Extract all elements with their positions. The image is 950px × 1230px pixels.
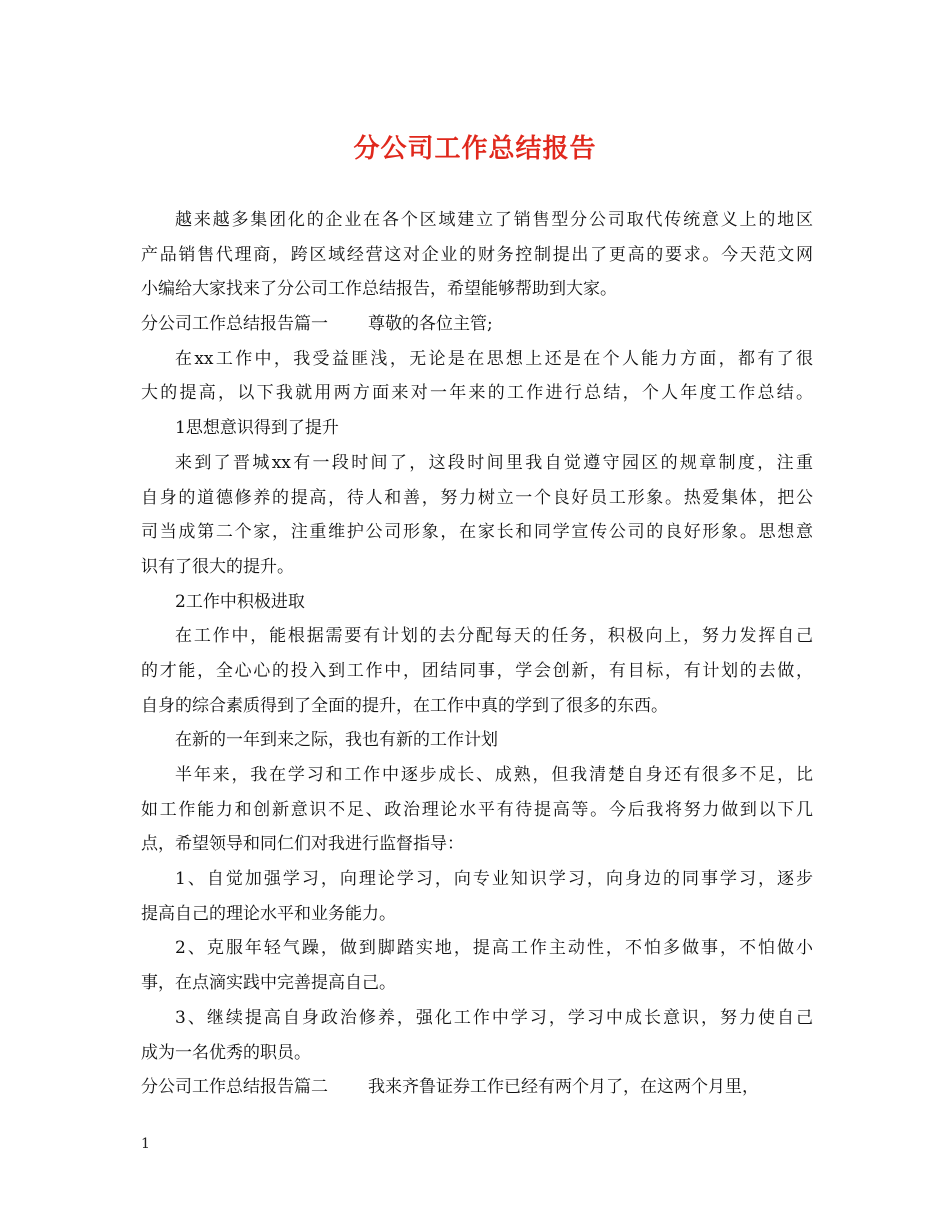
page-number: 1 <box>141 1136 150 1152</box>
paragraph-line: 在新的一年到来之际，我也有新的工作计划 <box>175 730 498 751</box>
paragraph-line: 小编给大家找来了分公司工作总结报告，希望能够帮助到大家。 <box>141 279 617 300</box>
section-heading-line <box>141 307 813 342</box>
section-heading-line <box>141 1070 813 1105</box>
paragraph-line: 产品销售代理商，跨区域经营这对企业的财务控制提出了更高的要求。今天范文网 <box>141 244 813 265</box>
paragraph-line: 2、克服年轻气躁，做到脚踏实地，提高工作主动性，不怕多做事，不怕做小 <box>175 938 813 959</box>
paragraph-line: 事，在点滴实践中完善提高自己。 <box>141 973 396 994</box>
subheading-line: 1思想意识得到了提升 <box>175 418 339 439</box>
paragraph-line: 在工作中，能根据需要有计划的去分配每天的任务，积极向上，努力发挥自己 <box>175 626 813 647</box>
paragraph-line: 识有了很大的提升。 <box>141 556 294 577</box>
paragraph-line: 半年来，我在学习和工作中逐步成长、成熟，但我清楚自身还有很多不足，比 <box>175 765 813 785</box>
paragraph-line: 的才能，全心心的投入到工作中，团结同事，学会创新，有目标，有计划的去做， <box>141 660 813 681</box>
paragraph-line: 自身的综合素质得到了全面的提升，在工作中真的学到了很多的东西。 <box>141 695 668 716</box>
salutation: 尊敬的各位主管; <box>368 314 493 335</box>
paragraph-line: 提高自己的理论水平和业务能力。 <box>141 903 396 924</box>
paragraph-line: 点，希望领导和同仁们对我进行监督指导： <box>141 834 464 855</box>
section-heading: 分公司工作总结报告篇一 <box>141 314 328 335</box>
section-heading: 分公司工作总结报告篇二 <box>141 1077 328 1098</box>
paragraph-line: 3、继续提高自身政治修养，强化工作中学习，学习中成长意识，努力使自己 <box>175 1007 813 1028</box>
subheading-line: 2工作中积极进取 <box>175 591 305 612</box>
paragraph-line: 1、自觉加强学习，向理论学习，向专业知识学习，向身边的同事学习，逐步 <box>175 869 813 890</box>
paragraph-line: 如工作能力和创新意识不足、政治理论水平有待提高等。今后我将努力做到以下几 <box>141 799 813 820</box>
document-body <box>141 203 813 1105</box>
paragraph-text: 我来齐鲁证券工作已经有两个月了，在这两个月里， <box>368 1077 759 1098</box>
paragraph-line: 大的提高，以下我就用两方面来对一年来的工作进行总结，个人年度工作总结。 <box>141 383 813 404</box>
document-title: 分公司工作总结报告 <box>353 134 597 164</box>
paragraph-line: 成为一名优秀的职员。 <box>141 1042 311 1063</box>
paragraph-line: 来到了晋城xx有一段时间了，这段时间里我自觉遵守园区的规章制度，注重 <box>175 452 813 473</box>
paragraph-line: 自身的道德修养的提高，待人和善，努力树立一个良好员工形象。热爱集体，把公 <box>141 487 813 508</box>
paragraph-line: 越来越多集团化的企业在各个区域建立了销售型分公司取代传统意义上的地区 <box>175 210 813 230</box>
paragraph-line: 司当成第二个家，注重维护公司形象，在家长和同学宣传公司的良好形象。思想意 <box>141 522 813 543</box>
paragraph-line: 在xx工作中，我受益匪浅，无论是在思想上还是在个人能力方面，都有了很 <box>175 348 813 369</box>
